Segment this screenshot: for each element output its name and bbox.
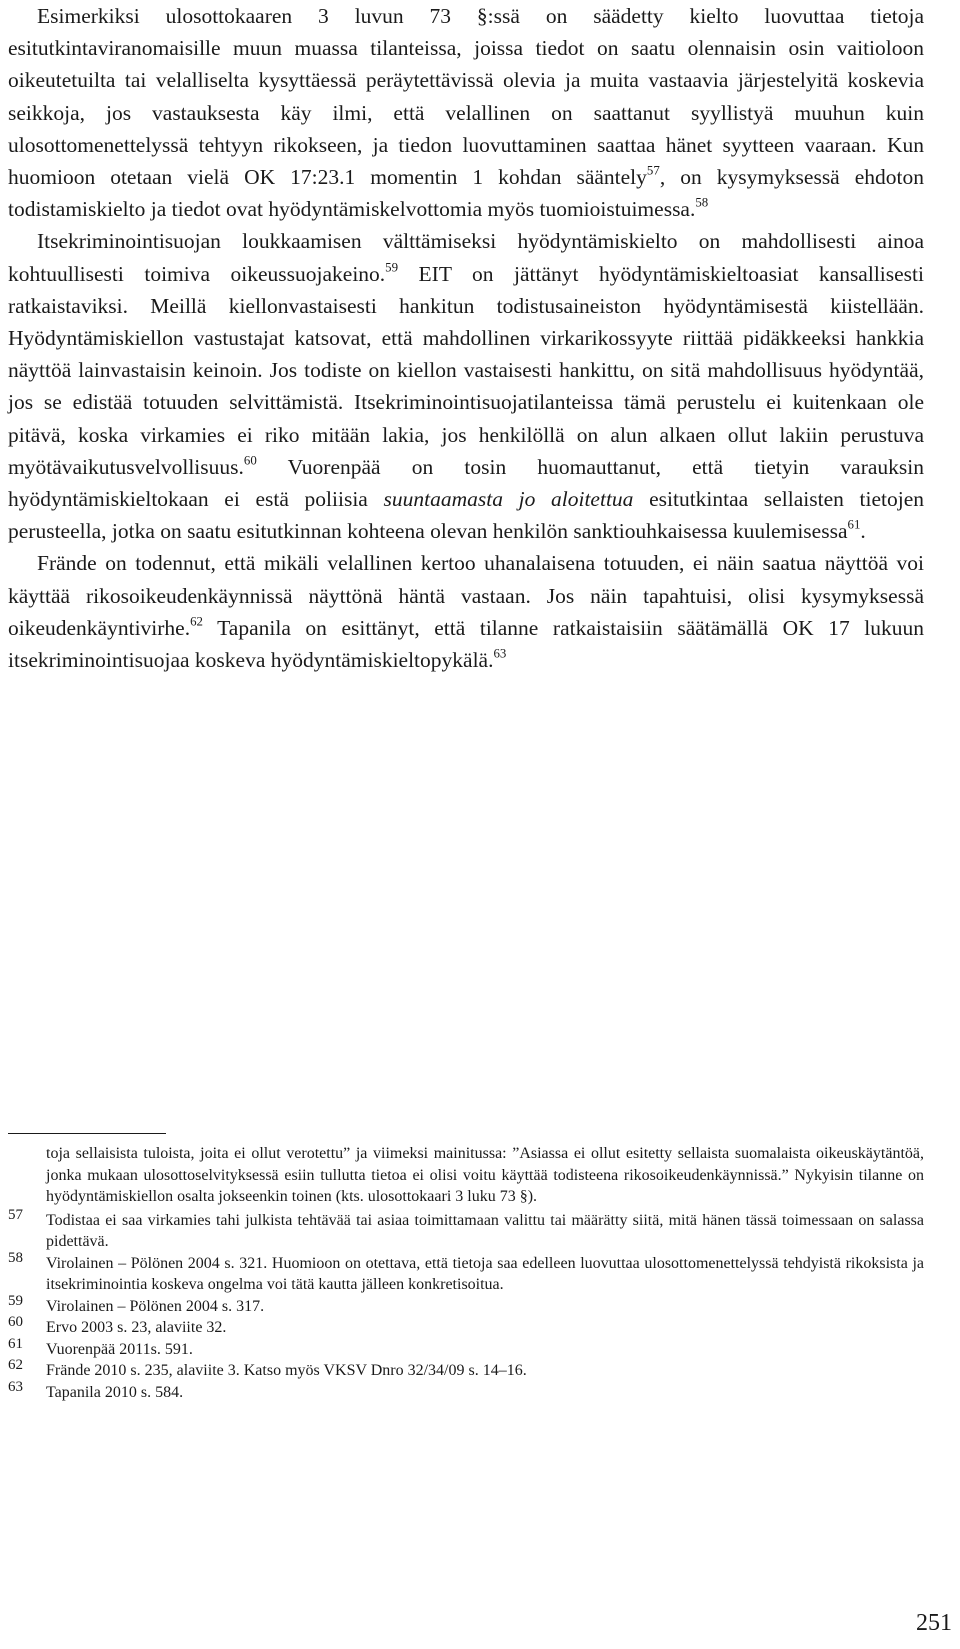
footnote-number: 58: [8, 1249, 23, 1266]
paragraph-2: [8, 225, 924, 547]
footnote-text: Frände 2010 s. 235, alaviite 3. Katso myös VKSV Dnro 32/34/09 s. 14–16.: [46, 1362, 527, 1379]
footnote-number: 57: [8, 1206, 23, 1223]
footnote-text: Virolainen – Pölönen 2004 s. 321. Huomioon on otettava, että tietoja saa edelleen luovuttaa ulosottomenettelyssä tehdyistä rikoksista ja itsekriminointia koskeva ongelma voi tätä kautta jälleen konkretisoitua.: [46, 1254, 924, 1293]
page-number: 251: [916, 1610, 952, 1636]
footnote-ref-61: 61: [847, 517, 861, 532]
paragraph-2-text-c: Vuorenpää on tosin huomauttanut, että tietyin varauksin hyödyntämiskieltokaan ei estä poliisia: [8, 454, 924, 512]
footnote-text: Vuorenpää 2011s. 591.: [46, 1340, 193, 1358]
paragraph-2-emphasis: suuntaamasta jo aloitettua: [383, 487, 634, 512]
paragraph-1: [8, 0, 924, 225]
footnote-text: Tapanila 2010 s. 584.: [46, 1383, 184, 1401]
footnote-continuation-text: toja sellaisista tuloista, joita ei ollut verotettu” ja viimeksi mainitussa: ”Asiassa ei ollut esitetty sellaista suomalaista oikeuskäytäntöä, jonka mukaan ulosottoselvityksessä esiin tullutta tietoa ei olisi voitu käyttää todisteena rikosoikeudenkäynnissä.” Nykyisin tilanne on hyödyntämiskiellon osalta jokseenkin toinen (kts. ulosottokaari 3 luku 73 §).: [46, 1145, 924, 1205]
footnote-number: 59: [8, 1292, 23, 1309]
paragraph-1-text-a: Esimerkiksi ulosottokaaren 3 luvun 73 §:ssä on säädetty kielto luovuttaa tietoja esitutkintaviranomaisille muun muassa tilanteissa, joissa tiedot on saatu olennaisin osin vaitioloon oikeutetuilta tai velalliselta kysyttäessä peräytettävissä olevia ja muita vastaavia järjestelyitä koskevia seikkoja, jos vastauksesta käy ilmi, että velallinen on saattanut syyllistyä muuhun kuin ulosottomenettelyssä tehtyyn rikokseen, ja tiedon luovuttaminen saattaa hänet syytteen vaaraan. Kun huomioon otetaan vielä OK 17:23.1 momentin 1 kohdan sääntely: [8, 4, 924, 190]
footnote-ref-60: 60: [243, 453, 257, 468]
footnote-57: [8, 1206, 924, 1253]
footnote-62: [8, 1357, 924, 1382]
footnote-continuation: [8, 1143, 924, 1208]
footnote-number: 62: [8, 1357, 23, 1373]
footnote-text: Todistaa ei saa virkamies tahi julkista tehtävää tai asiaa toimittamaan valittu tai määrätty siitä, mitä hänen tässä toimessaan on salassa pidettävä.: [46, 1211, 924, 1250]
paragraph-1-text-b: , on kysymyksessä ehdoton todistamiskielto ja tiedot ovat hyödyntämiskelvottomia myös tuomioistuimessa.: [8, 165, 924, 222]
footnote-ref-57: 57: [646, 163, 660, 178]
footnote-60: [8, 1314, 924, 1339]
footnote-number: 63: [8, 1378, 23, 1395]
footnote-separator: [8, 1133, 166, 1134]
paragraph-2-text-a: Itsekriminointisuojan loukkaamisen välttämiseksi hyödyntämiskielto on mahdollisesti ainoa kohtuullisesti toimiva oikeussuojakeino.: [8, 229, 924, 286]
paragraph-2-text-b: EIT on jättänyt hyödyntämiskieltoasiat kansallisesti ratkaistaviksi. Meillä kiellonvastaisesti hankitun todistusaineiston hyödyntämisestä kiistellään. Hyödyntämiskiellon vastustajat katsovat, että mahdollinen virkarikossyyte riittää pidäkkeeksi hankkia näyttöä lainvastaisin keinoin. Jos todiste on kiellon vastaisesti hankittu, on sitä mahdollisuus hyödyntää, jos se edistää totuuden selvittämistä. Itsekriminointisuojatilanteissa tämä perustelu ei kuitenkaan ole pitävä, koska virkamies ei riko mitään lakia, jos henkilöllä on alun alkaen ollut lakiin perustuva myötävaikutusvelvollisuus.: [8, 261, 924, 479]
footnote-61: [8, 1335, 924, 1361]
footnotes: [8, 1143, 924, 1403]
footnote-text: Ervo 2003 s. 23, alaviite 32.: [46, 1319, 227, 1336]
paragraph-2-text-d: esitutkintaa sellaisten tietojen perusteella, jotka on saatu esitutkinnan kohteena olevan henkilön sanktiouhkaisessa kuulemisessa: [8, 487, 925, 544]
footnote-ref-59: 59: [385, 259, 399, 274]
main-text: [8, 0, 924, 676]
footnote-ref-58: 58: [695, 195, 709, 210]
footnote-ref-62: 62: [190, 614, 203, 629]
footnote-58: [8, 1249, 924, 1296]
footnote-text: Virolainen – Pölönen 2004 s. 317.: [46, 1297, 265, 1315]
paragraph-3: [8, 547, 924, 676]
paragraph-3-text-b: Tapanila on esittänyt, että tilanne ratkaistaisiin säätämällä OK 17 lukuun itsekriminointisuojaa koskeva hyödyntämiskieltopykälä.: [8, 615, 924, 673]
footnote-number: 60: [8, 1314, 23, 1330]
paragraph-3-text-a: Frände on todennut, että mikäli velallinen kertoo uhanalaisena totuuden, ei näin saatua näyttöä voi käyttää rikosoikeudenkäynnissä näyttönä häntä vastaan. Jos näin tapahtuisi, olisi kysymyksessä oikeudenkäyntivirhe.: [8, 551, 924, 640]
footnote-ref-63: 63: [493, 646, 507, 661]
footnote-number: 61: [8, 1335, 23, 1352]
paragraph-2-text-e: .: [860, 519, 866, 544]
footnote-63: [8, 1378, 924, 1404]
footnote-59: [8, 1292, 924, 1318]
